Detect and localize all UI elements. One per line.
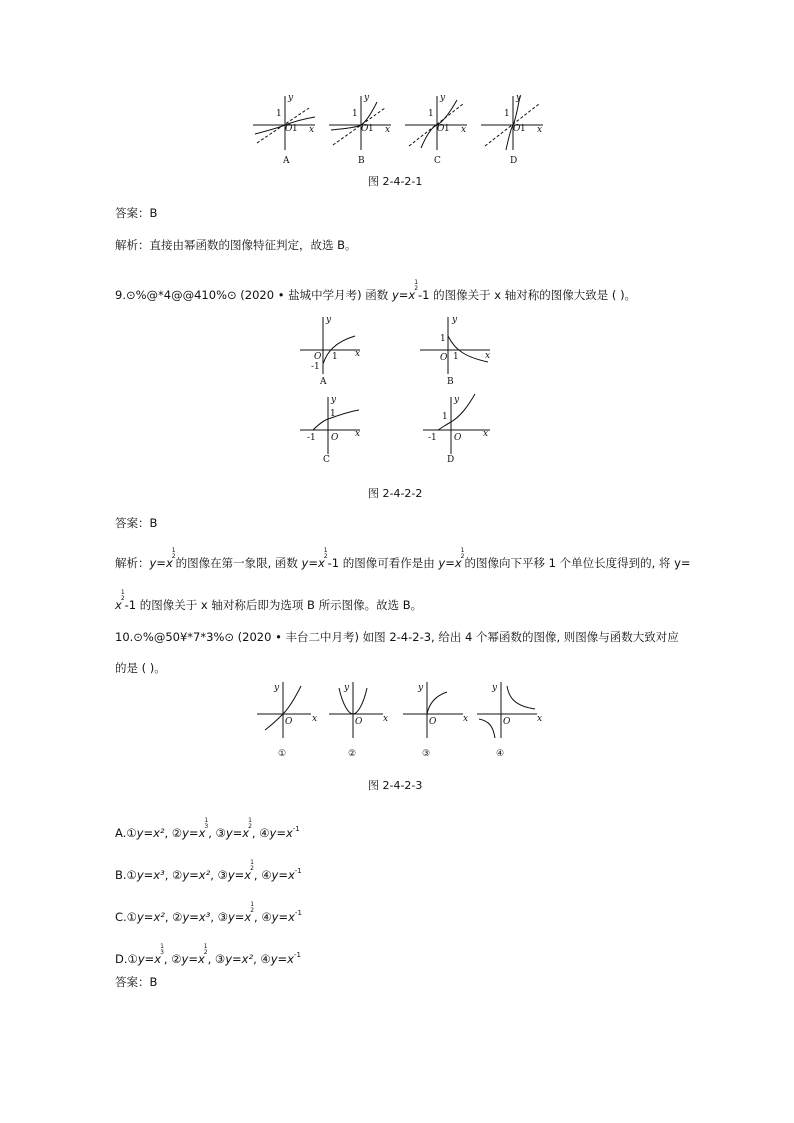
graph-d [481,96,543,150]
function-tail: -1 [418,288,430,302]
answer: 答案：B [115,206,158,220]
graph-b [329,96,391,150]
analysis-line-2: x1 2-1 的图像关于 x 轴对称后即为选项 B 所示图像。故选 B。 [115,589,423,612]
question-code: ⊙%@*4@@410%⊙ [125,288,237,302]
option-c[interactable]: C.①y=x², ②y=x³, ③y=x1 2, $④y=x^{-1}$ [115,901,302,924]
svg-text:O: O [440,353,448,363]
svg-text:x: x [355,429,361,439]
svg-text:y: y [418,683,424,693]
svg-text:O: O [454,433,462,443]
exponent-fraction: 1 2 [414,279,419,292]
svg-text:O: O [437,124,445,134]
svg-text:①: ① [278,749,287,759]
svg-text:O: O [314,352,322,362]
svg-text:O: O [429,717,437,727]
svg-text:C: C [323,455,330,464]
svg-text:1: 1 [276,109,282,119]
question-number: 9. [115,288,126,302]
svg-text:y: y [492,683,498,693]
svg-text:A: A [283,156,290,166]
svg-text:x: x [385,125,391,135]
svg-text:x: x [383,714,389,724]
svg-text:y: y [274,683,280,693]
svg-text:③: ③ [422,749,431,759]
question-10-stem-2: 的是 ( )。 [115,661,166,675]
svg-text:-1: -1 [311,362,320,372]
option-b[interactable]: B.①y=x³, ②y=x², ③y=x1 2, $④y=x^{-1}$ [115,859,302,882]
svg-text:y: y [452,315,458,325]
svg-text:y: y [516,93,522,103]
svg-text:1: 1 [440,334,446,344]
svg-text:-1: -1 [428,433,437,443]
svg-text:C: C [434,156,441,166]
svg-text:1: 1 [368,124,374,134]
svg-text:1: 1 [453,352,459,362]
svg-text:x: x [463,714,469,724]
graph-a [253,96,315,150]
svg-text:O: O [513,124,521,134]
svg-text:1: 1 [444,124,450,134]
question-10-stem-1: 10.⊙%@50¥*7*3%⊙ (2020 • 丰台二中月考) 如图 2-4-2-3, 给出 4 个幂函数的图像, 则图像与函数大致对应 [115,630,679,644]
svg-text:y: y [454,395,460,405]
svg-text:D: D [447,455,455,464]
question-9-stem [115,280,636,302]
figure-caption: 图 2-4-2-1 [368,175,423,188]
figure-2-4-2-3 [255,680,545,762]
svg-text:x: x [483,429,489,439]
option-d[interactable]: D.①y=x1 3, ②y=x1 2, ③y=x², $④y=x^{-1}$ [115,943,301,966]
svg-text:1: 1 [352,109,358,119]
svg-text:B: B [358,156,365,166]
svg-text:O: O [355,717,363,727]
option-a[interactable]: A.①y=x², ②y=x1 3, ③y=x1 2, $④y=x^{-1}$ [115,817,300,840]
graph-c [405,96,467,150]
svg-text:y: y [288,93,294,103]
svg-text:1: 1 [504,109,510,119]
svg-text:y: y [440,93,446,103]
analysis: 解析：直接由幂函数的图像特征判定，故选 B。 [115,238,357,252]
answer: 答案：B [115,975,158,989]
svg-text:1: 1 [330,409,336,419]
svg-text:y: y [364,93,370,103]
svg-text:x: x [312,714,318,724]
svg-text:O: O [361,124,369,134]
question-stem-tail: 的图像关于 x 轴对称的图像大致是 ( )。 [429,288,637,302]
svg-text:y: y [331,395,337,405]
svg-text:x: x [355,349,361,359]
analysis-line-1: 解析：y=x1 2的图像在第一象限, 函数 y=x1 2-1 的图像可看作是由 y=x1 2的图像向下平移 1 个单位长度得到的, 将 y= [115,547,691,570]
question-source: (2020 • 盐城中学月考) 函数 [236,288,392,302]
svg-text:④: ④ [496,749,505,759]
svg-text:y: y [326,315,332,325]
svg-text:D: D [510,156,518,166]
figure-caption: 图 2-4-2-3 [368,779,423,792]
svg-text:O: O [285,717,293,727]
svg-text:O: O [503,717,511,727]
svg-text:x: x [537,714,543,724]
answer: 答案：B [115,516,158,530]
svg-text:x: x [485,351,491,361]
svg-text:1: 1 [520,124,526,134]
svg-text:1: 1 [292,124,298,134]
svg-text:O: O [285,124,293,134]
svg-text:x: x [537,125,543,135]
figure-2-4-2-1 [245,88,555,168]
figure-caption: 图 2-4-2-2 [368,487,423,500]
svg-text:1: 1 [332,352,338,362]
svg-text:x: x [461,125,467,135]
svg-text:1: 1 [442,412,448,422]
svg-text:A: A [320,377,327,387]
svg-text:-1: -1 [307,433,316,443]
svg-text:y: y [344,683,350,693]
svg-text:x: x [309,125,315,135]
svg-text:B: B [447,377,454,387]
svg-text:1: 1 [428,109,434,119]
svg-text:O: O [331,433,339,443]
svg-text:②: ② [348,749,357,759]
function-base: y=x [391,288,416,302]
figure-2-4-2-2 [295,312,500,464]
